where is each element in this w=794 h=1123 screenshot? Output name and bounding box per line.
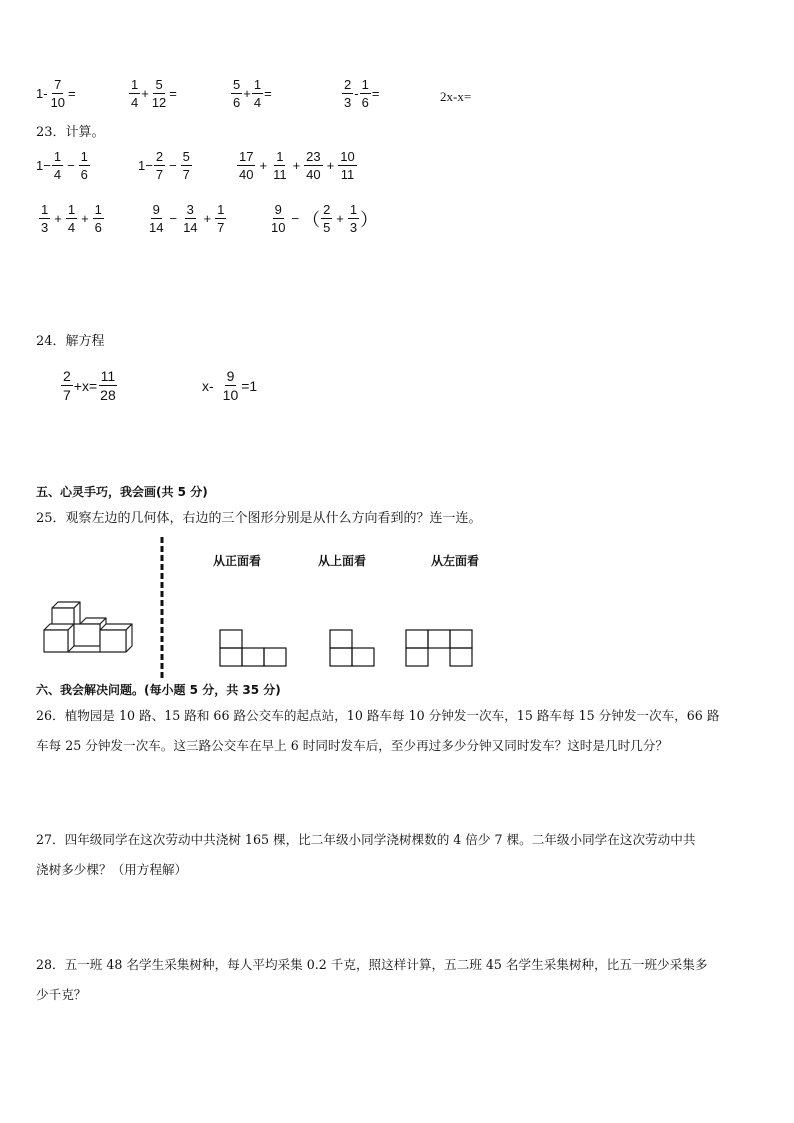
fraction xyxy=(98,369,118,402)
denominator: 12 xyxy=(151,95,167,110)
numerator: 5 xyxy=(155,77,163,92)
denominator: 3 xyxy=(344,95,352,110)
numerator: 1 xyxy=(276,149,284,164)
operator: + xyxy=(81,211,89,226)
equation-text: +x= xyxy=(73,377,98,394)
exercise-3 xyxy=(230,78,272,109)
fraction xyxy=(39,203,50,234)
view-label-left: 从左面看 xyxy=(431,554,480,568)
question-27-line-1: 27．四年级同学在这次劳动中共浇树 165 棵，比二年级小同学浇树棵数的 4 倍少 7 棵。二年级小同学在这次劳动中共 xyxy=(36,832,696,847)
question-28-line-2: 少千克？ xyxy=(36,987,87,1002)
fraction xyxy=(150,78,168,109)
operator: + xyxy=(141,86,149,101)
operator: - xyxy=(354,86,359,101)
denominator: 7 xyxy=(63,387,71,403)
fraction xyxy=(181,203,199,234)
fraction xyxy=(321,203,332,234)
operator: + xyxy=(326,158,335,173)
equation-1 xyxy=(60,369,119,402)
denominator: 4 xyxy=(67,220,76,235)
numerator: 1 xyxy=(349,202,358,217)
equals-sign: = xyxy=(371,86,380,101)
denominator: 6 xyxy=(361,95,369,110)
equation-text: x- xyxy=(202,377,214,394)
view-shape-2 xyxy=(329,629,379,669)
q23-expr-4 xyxy=(38,203,105,234)
denominator: 6 xyxy=(80,167,88,182)
numerator: 11 xyxy=(100,368,116,384)
operator: − xyxy=(169,211,178,226)
numerator: 9 xyxy=(226,368,235,384)
operator: − xyxy=(291,211,300,226)
numerator: 5 xyxy=(182,149,190,164)
numerator: 1 xyxy=(94,202,102,217)
denominator: 4 xyxy=(253,95,262,110)
numerator: 2 xyxy=(155,149,164,164)
denominator: 10 xyxy=(271,220,286,235)
q23-expr-2 xyxy=(138,150,193,181)
numerator: 7 xyxy=(54,77,62,92)
numerator: 1 xyxy=(131,77,139,92)
operator: + xyxy=(54,211,62,226)
question-24-title: 24．解方程 xyxy=(36,334,105,349)
denominator: 4 xyxy=(53,167,62,182)
numerator: 1 xyxy=(80,149,88,164)
denominator: 10 xyxy=(50,95,66,110)
fraction xyxy=(154,150,165,181)
numerator: 9 xyxy=(152,202,160,217)
numerator: 2 xyxy=(63,368,71,384)
denominator: 6 xyxy=(94,220,102,235)
close-paren: ） xyxy=(360,209,379,230)
operator: + xyxy=(336,211,344,226)
numerator: 17 xyxy=(239,149,254,164)
equals-sign: = xyxy=(169,86,177,101)
question-28-line-1: 28．五一班 48 名学生采集树种，每人平均采集 0.2 千克，照这样计算，五二班 45 名学生采集树种，比五一班少采集多 xyxy=(36,957,708,972)
exercise-5: 2x-x= xyxy=(440,89,472,104)
operator: − xyxy=(169,158,177,173)
operator: + xyxy=(203,211,212,226)
numerator: 1 xyxy=(67,202,76,217)
open-paren: （ xyxy=(302,209,321,230)
fraction xyxy=(304,150,322,181)
denominator: 7 xyxy=(217,220,225,235)
fraction xyxy=(181,150,192,181)
fraction xyxy=(93,203,104,234)
fraction xyxy=(360,78,371,109)
denominator: 11 xyxy=(340,167,355,182)
denominator: 7 xyxy=(182,167,190,182)
numerator: 1 xyxy=(41,202,49,217)
fraction xyxy=(348,203,359,234)
expr-prefix: 1- xyxy=(36,86,48,101)
view-shape-3 xyxy=(405,629,477,669)
q23-expr-5 xyxy=(146,203,227,234)
denominator: 14 xyxy=(149,220,164,235)
numerator: 1 xyxy=(253,77,262,92)
equation-2 xyxy=(202,369,257,402)
equals-sign: = xyxy=(68,86,76,101)
numerator: 3 xyxy=(186,202,194,217)
question-25: 25．观察左边的几何体，右边的三个图形分别是从什么方向看到的？连一连。 xyxy=(36,511,482,526)
numerator: 2 xyxy=(344,77,352,92)
numerator: 9 xyxy=(274,202,282,217)
numerator: 5 xyxy=(233,77,241,92)
question-26-line-1: 26．植物园是 10 路、15 路和 66 路公交车的起点站，10 路车每 10 分钟发一次车，15 路车每 15 分钟发一次车，66 路 xyxy=(36,708,720,723)
section-6-heading: 六、我会解决问题。(每小题 5 分，共 35 分) xyxy=(36,683,281,697)
denominator: 3 xyxy=(41,220,49,235)
fraction xyxy=(271,150,289,181)
exercise-2 xyxy=(128,78,177,109)
denominator: 10 xyxy=(222,387,239,403)
question-26-line-2: 车每 25 分钟发一次车。这三路公交车在早上 6 时同时发车后，至少再过多少分钟又同时发车？这时是几时几分？ xyxy=(36,738,668,753)
fraction xyxy=(66,203,77,234)
denominator: 3 xyxy=(349,220,358,235)
fraction xyxy=(342,78,353,109)
operator: − xyxy=(67,158,75,173)
numerator: 10 xyxy=(340,149,355,164)
fraction xyxy=(338,150,356,181)
fraction xyxy=(147,203,165,234)
exercise-4 xyxy=(341,78,379,109)
view-label-top: 从上面看 xyxy=(318,554,367,568)
denominator: 28 xyxy=(100,387,116,403)
fraction xyxy=(231,78,242,109)
denominator: 40 xyxy=(239,167,254,182)
q23-expr-1 xyxy=(36,150,91,181)
q23-expr-3 xyxy=(236,150,358,181)
q23-expr-6 xyxy=(268,203,378,234)
question-27-line-2: 浇树多少棵？（用方程解） xyxy=(36,862,188,877)
denominator: 5 xyxy=(323,220,331,235)
fraction xyxy=(215,203,226,234)
fraction xyxy=(79,150,90,181)
expr-prefix: 1− xyxy=(138,158,153,173)
denominator: 4 xyxy=(131,95,139,110)
exercise-1 xyxy=(36,78,76,109)
view-label-front: 从正面看 xyxy=(213,554,262,568)
equals-sign: = xyxy=(264,86,272,101)
fraction xyxy=(221,369,241,402)
denominator: 7 xyxy=(155,167,164,182)
denominator: 40 xyxy=(306,167,321,182)
denominator: 11 xyxy=(273,167,287,182)
denominator: 14 xyxy=(183,220,198,235)
fraction xyxy=(269,203,287,234)
numerator: 23 xyxy=(306,149,321,164)
operator: + xyxy=(259,158,268,173)
fraction xyxy=(49,78,67,109)
numerator: 2 xyxy=(323,202,331,217)
fraction xyxy=(237,150,255,181)
numerator: 1 xyxy=(53,149,62,164)
fraction xyxy=(129,78,140,109)
operator: + xyxy=(292,158,301,173)
cube-stack-figure xyxy=(38,590,148,660)
dashed-divider xyxy=(158,537,166,681)
denominator: 6 xyxy=(233,95,241,110)
equation-text: =1 xyxy=(241,377,258,394)
fraction xyxy=(61,369,73,402)
fraction xyxy=(252,78,263,109)
operator: + xyxy=(243,86,251,101)
fraction xyxy=(52,150,63,181)
section-5-heading: 五、心灵手巧，我会画(共 5 分) xyxy=(36,485,208,499)
question-23-title: 23．计算。 xyxy=(36,125,105,140)
numerator: 1 xyxy=(361,77,369,92)
numerator: 1 xyxy=(217,202,225,217)
view-shape-1 xyxy=(219,629,289,669)
expr-prefix: 1− xyxy=(36,158,51,173)
